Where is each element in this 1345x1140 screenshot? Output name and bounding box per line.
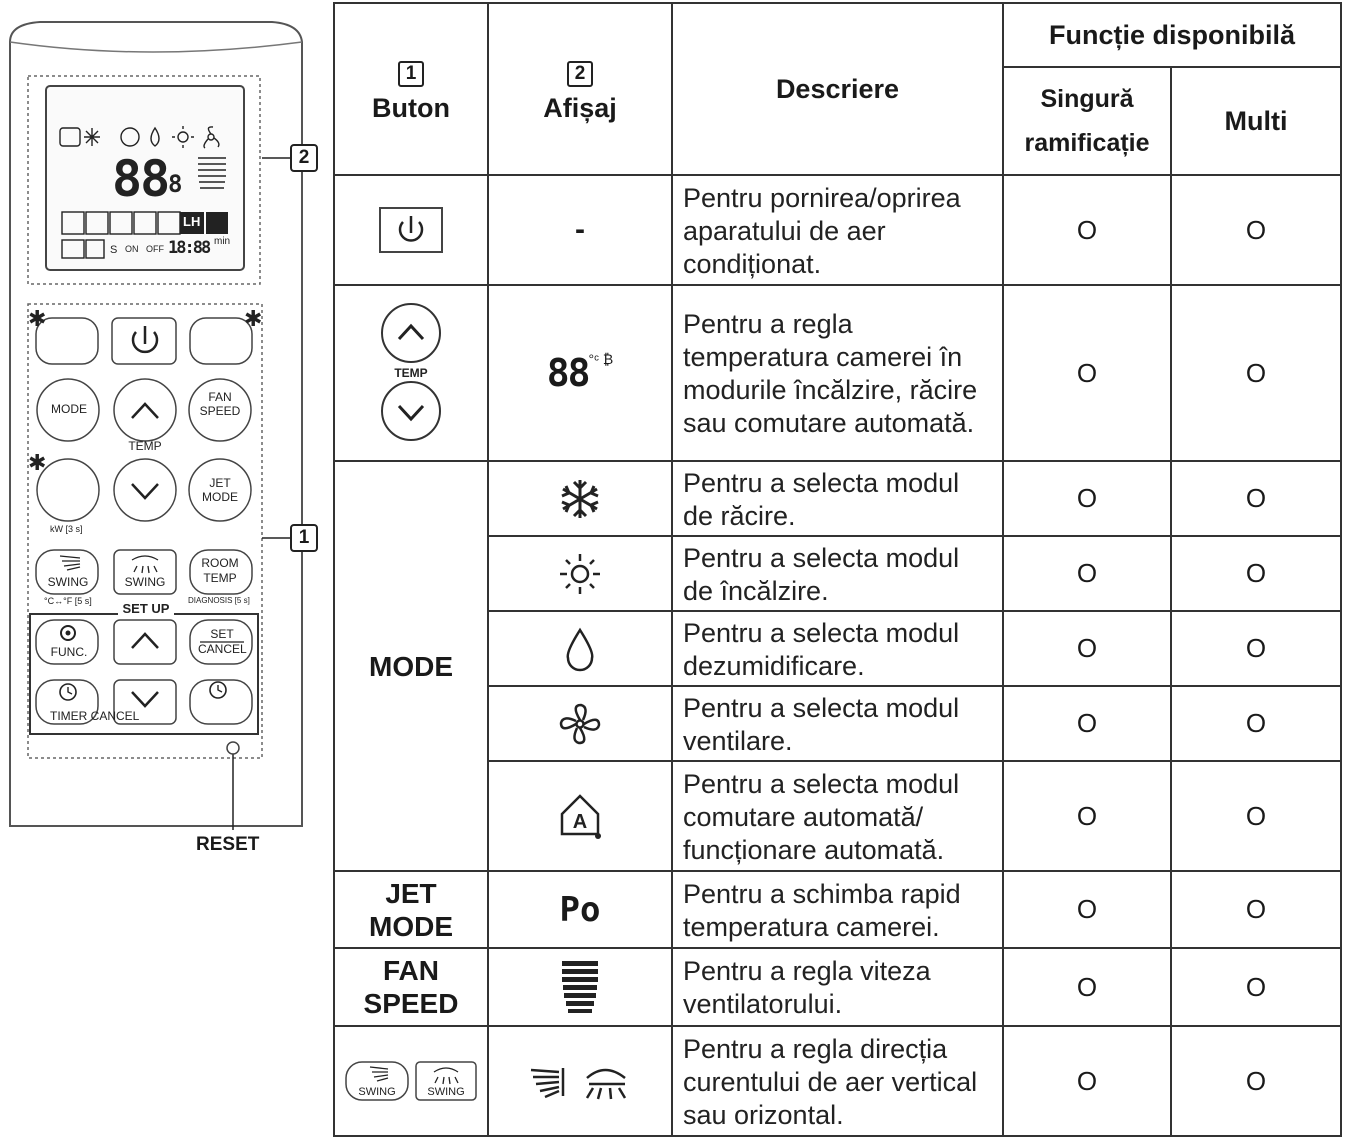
reset-button[interactable] — [225, 740, 241, 756]
header-single — [1003, 67, 1171, 175]
single-mark: O — [1003, 611, 1171, 686]
description: Pentru a selecta modul de încălzire. — [672, 536, 1003, 611]
power-icon — [379, 207, 443, 253]
fan-speed-bars-icon — [560, 959, 600, 1015]
fan-mode-icon — [488, 686, 672, 761]
custom-right-button[interactable] — [190, 318, 252, 364]
func-button[interactable]: FUNC. — [50, 645, 88, 659]
room-temp-button-line1[interactable]: ROOM — [201, 556, 239, 570]
multi-mark: O — [1171, 686, 1341, 761]
timer-cancel-button[interactable]: TIMER CANCEL — [50, 709, 140, 723]
power-button-cell — [334, 175, 488, 285]
jet-mode-button-line2[interactable]: MODE — [202, 490, 238, 504]
mode-button-cell: MODE — [334, 461, 488, 871]
auto-mode-letter: A — [572, 811, 588, 833]
table-row — [334, 175, 1341, 285]
header-display — [488, 3, 672, 175]
single-mark: O — [1003, 461, 1171, 536]
table-row — [334, 285, 1341, 461]
temp-up-button[interactable] — [114, 379, 176, 441]
fan-icon — [557, 701, 603, 747]
cooling-icon — [488, 461, 672, 536]
description: Pentru a regla viteza ventilatorului. — [672, 948, 1003, 1026]
display-callout: 2 — [290, 144, 318, 172]
buttons-callout: 1 — [290, 524, 318, 552]
swing-buttons-cell — [334, 1026, 488, 1136]
single-mark: O — [1003, 536, 1171, 611]
header-multi: Multi — [1171, 67, 1341, 175]
thermometer-icon: °ᶜ ₿ — [588, 351, 614, 367]
jet-mode-button-cell — [334, 871, 488, 948]
jet-mode-button-line1[interactable]: JET — [209, 476, 231, 490]
description: Pentru a regla temperatura camerei în modurile încălzire, răcire sau comutare automată. — [672, 285, 1003, 461]
lcd-timer-digits: 18:88 — [168, 238, 210, 258]
single-mark: O — [1003, 285, 1171, 461]
table-row — [334, 461, 1341, 536]
fan-speed-button-line2[interactable]: SPEED — [199, 404, 241, 418]
swing-display-cell — [488, 1026, 672, 1136]
header-single-line1: Singură — [1040, 85, 1134, 113]
multi-mark: O — [1171, 761, 1341, 871]
heating-icon — [488, 536, 672, 611]
custom-left-button[interactable] — [36, 318, 98, 364]
header-button-num: 1 — [398, 61, 424, 87]
fan-speed-button-line1[interactable]: FAN — [208, 390, 232, 404]
multi-mark: O — [1171, 536, 1341, 611]
lcd-small-digit: 8 — [168, 170, 183, 198]
table-row — [334, 871, 1341, 948]
lcd-temperature-digits: 88 — [112, 150, 169, 208]
setup-up-button[interactable] — [114, 620, 176, 664]
fan-speed-line2: SPEED — [363, 988, 459, 1019]
droplet-icon — [560, 626, 600, 672]
set-button[interactable]: SET — [210, 627, 234, 641]
single-mark: O — [1003, 686, 1171, 761]
header-display-num: 2 — [567, 61, 593, 87]
header-button-label: Buton — [372, 92, 450, 123]
temp-button-cell — [334, 285, 488, 461]
dehumidify-icon — [488, 611, 672, 686]
jet-mode-line2: MODE — [369, 910, 453, 942]
svg-text:✱: ✱ — [28, 307, 47, 332]
single-mark: O — [1003, 948, 1171, 1026]
snowflake-icon — [557, 476, 603, 522]
remote-control-illustration — [0, 0, 330, 870]
unit-toggle-label: °C↔°F [5 s] — [44, 596, 92, 606]
jet-mode-display-cell — [488, 871, 672, 948]
temp-up-label: TEMP — [128, 439, 162, 453]
lcd-on-label: ON — [125, 244, 139, 254]
diagnosis-label: DIAGNOSIS [5 s] — [188, 596, 250, 605]
multi-mark: O — [1171, 461, 1341, 536]
jet-mode-po-icon: Po — [559, 889, 601, 930]
kw-label: kW [3 s] — [50, 524, 83, 534]
setup-down-button[interactable] — [114, 680, 176, 724]
temp-digits-icon: 88 — [546, 351, 589, 395]
header-available: Funcție disponibilă — [1003, 3, 1341, 67]
vertical-swing-label: SWING — [358, 1086, 396, 1098]
vertical-swing-button[interactable]: SWING — [47, 575, 89, 589]
multi-mark: O — [1171, 285, 1341, 461]
description: Pentru a selecta modul de răcire. — [672, 461, 1003, 536]
header-display-label: Afișaj — [543, 92, 617, 123]
multi-mark: O — [1171, 871, 1341, 948]
table-row — [334, 1026, 1341, 1136]
single-mark: O — [1003, 761, 1171, 871]
horizontal-swing-label: SWING — [427, 1086, 465, 1098]
sun-icon — [557, 551, 603, 597]
set-up-label: SET UP — [118, 602, 174, 615]
multi-mark: O — [1171, 611, 1341, 686]
lcd-off-label: OFF — [146, 244, 164, 254]
auto-mode-icon — [554, 790, 606, 842]
mode-button[interactable]: MODE — [51, 402, 87, 416]
single-mark: O — [1003, 1026, 1171, 1136]
description: Pentru a selecta modul ventilare. — [672, 686, 1003, 761]
horizontal-swing-button[interactable]: SWING — [124, 575, 166, 589]
fan-speed-display-cell — [488, 948, 672, 1026]
multi-mark: O — [1171, 948, 1341, 1026]
multi-mark: O — [1171, 1026, 1341, 1136]
single-mark: O — [1003, 871, 1171, 948]
single-mark: O — [1003, 175, 1171, 285]
lcd-s-label: S — [110, 244, 118, 256]
temp-display-cell — [488, 285, 672, 461]
function-table — [333, 2, 1342, 1137]
table-row — [334, 948, 1341, 1026]
jet-mode-line1: JET — [385, 877, 437, 909]
header-single-line2: ramificație — [1024, 129, 1150, 157]
remote-body-drawing — [0, 0, 330, 870]
svg-text:✱: ✱ — [244, 307, 263, 332]
header-description: Descriere — [672, 3, 1003, 175]
auto-mode-icon-cell — [488, 761, 672, 871]
lcd-lh-label: LH — [183, 214, 201, 229]
header-button — [334, 3, 488, 175]
multi-mark: O — [1171, 175, 1341, 285]
cancel-button[interactable]: CANCEL — [198, 642, 247, 656]
svg-text:✱: ✱ — [28, 451, 47, 476]
kw-button[interactable] — [37, 459, 99, 521]
temp-up-down-icon — [379, 303, 443, 443]
swing-buttons-icon — [344, 1058, 478, 1104]
display-dash: - — [488, 175, 672, 285]
fan-speed-button-cell — [334, 948, 488, 1026]
swing-direction-icon — [525, 1058, 635, 1104]
description: Pentru pornirea/oprirea aparatului de aer condiționat. — [672, 175, 1003, 285]
fan-speed-line1: FAN — [383, 955, 439, 986]
description: Pentru a selecta modul comutare automată/ funcționare automată. — [672, 761, 1003, 871]
room-temp-button-line2[interactable]: TEMP — [203, 571, 237, 585]
description: Pentru a regla direcția curentului de aer vertical sau orizontal. — [672, 1026, 1003, 1136]
temp-button-label: TEMP — [394, 366, 428, 380]
description: Pentru a schimba rapid temperatura camerei. — [672, 871, 1003, 948]
lcd-min-label: min — [214, 236, 231, 247]
reset-label: RESET — [196, 834, 260, 855]
description: Pentru a selecta modul dezumidificare. — [672, 611, 1003, 686]
temp-down-button[interactable] — [114, 459, 176, 521]
timer-button[interactable] — [190, 680, 252, 724]
power-button[interactable] — [112, 318, 176, 364]
